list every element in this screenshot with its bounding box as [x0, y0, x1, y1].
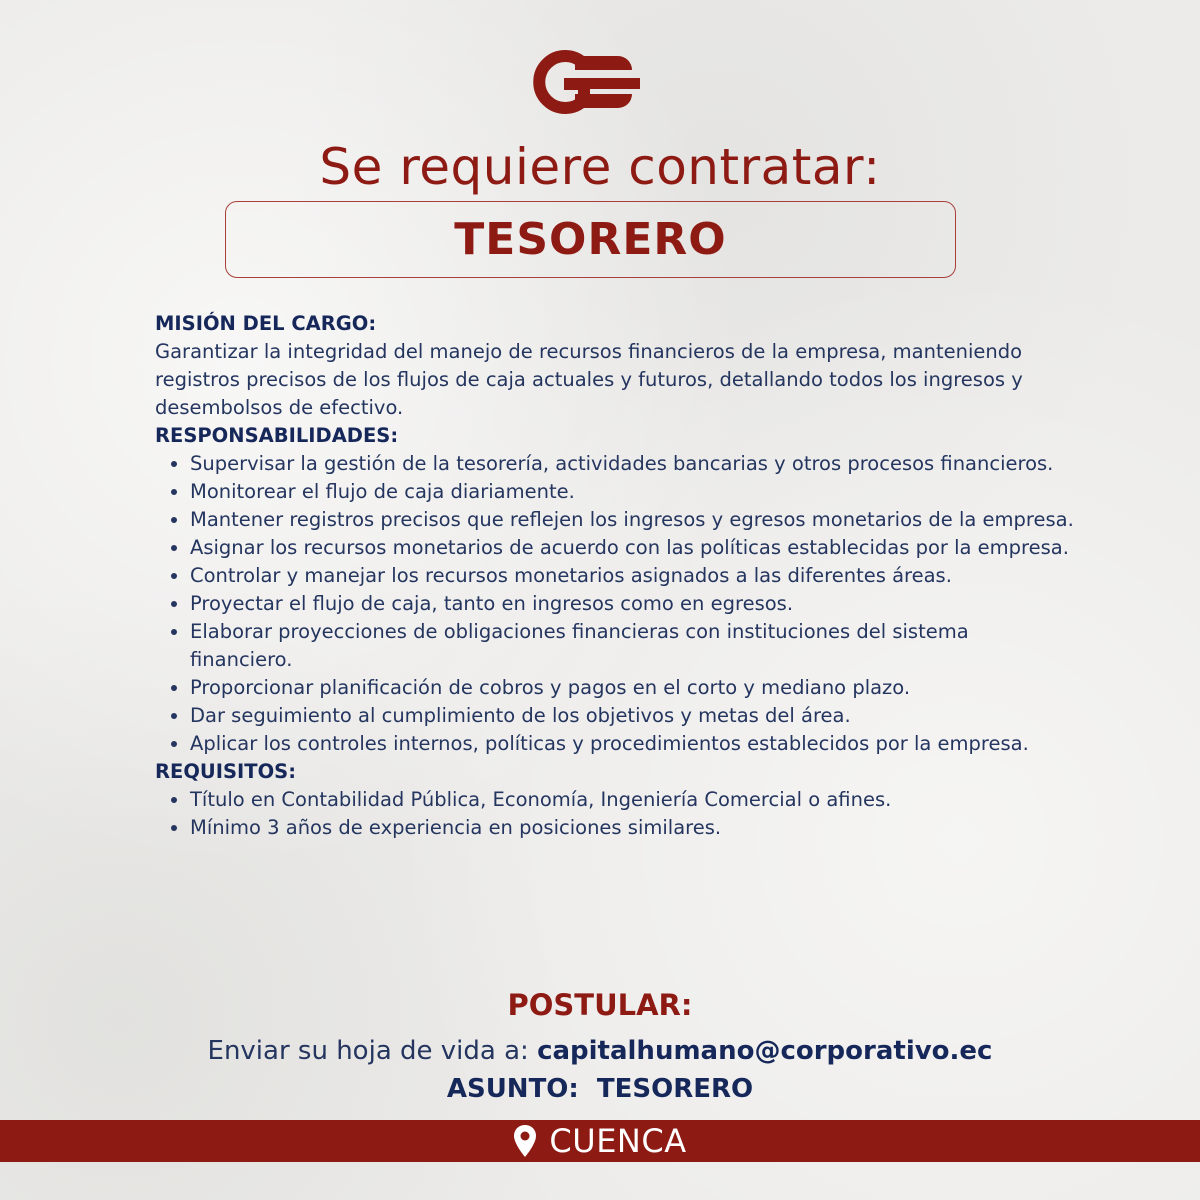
city-label: CUENCA — [549, 1122, 687, 1160]
list-item: • Título en Contabilidad Pública, Economía, Ingeniería Comercial o afines. — [190, 786, 1075, 814]
apply-title: POSTULAR: — [507, 988, 693, 1022]
requirements-list — [155, 786, 1075, 842]
send-label: Enviar su hoja de vida a: — [207, 1036, 538, 1066]
location-bar — [0, 1120, 1200, 1162]
job-title-box — [225, 201, 956, 278]
email-link[interactable]: capitalhumano@corporativo.ec — [537, 1036, 993, 1066]
responsibilities-list — [155, 450, 1075, 758]
headline: Se requiere contratar: — [319, 138, 881, 196]
ge-logo-icon — [528, 48, 640, 116]
list-item: • Aplicar los controles internos, políticas y procedimientos establecidos por la empresa. — [190, 730, 1075, 758]
list-item: • Dar seguimiento al cumplimiento de los objetivos y metas del área. — [190, 702, 1075, 730]
subject-line: ASUNTO: TESORERO — [446, 1074, 754, 1104]
list-item: • Mínimo 3 años de experiencia en posiciones similares. — [190, 814, 1075, 842]
list-item: • Asignar los recursos monetarios de acuerdo con las políticas establecidas por la empresa. — [190, 534, 1075, 562]
list-item: • Proporcionar planificación de cobros y pagos en el corto y mediano plazo. — [190, 674, 1075, 702]
list-item: • Proyectar el flujo de caja, tanto en ingresos como en egresos. — [190, 590, 1075, 618]
responsibilities-heading: RESPONSABILIDADES: — [155, 424, 399, 447]
job-description — [155, 310, 1075, 842]
job-title: TESORERO — [454, 214, 727, 265]
location-pin-icon — [513, 1124, 537, 1158]
list-item: • Elaborar proyecciones de obligaciones financieras con instituciones del sistema financiero. — [190, 618, 1075, 674]
list-item: • Monitorear el flujo de caja diariamente. — [190, 478, 1075, 506]
mission-text: Garantizar la integridad del manejo de recursos financieros de la empresa, manteniendo registros precisos de los flujos de caja actuales y futuros, detallando todos los ingresos y desembolsos de efectivo. — [155, 340, 1023, 419]
list-item: • Controlar y manejar los recursos monetarios asignados a las diferentes áreas. — [190, 562, 1075, 590]
list-item: • Mantener registros precisos que reflejen los ingresos y egresos monetarios de la empresa. — [190, 506, 1075, 534]
requirements-heading: REQUISITOS: — [155, 760, 297, 783]
mission-heading: MISIÓN DEL CARGO: — [155, 312, 377, 335]
apply-instructions — [0, 1036, 1200, 1066]
list-item: • Supervisar la gestión de la tesorería, actividades bancarias y otros procesos financieros. — [190, 450, 1075, 478]
